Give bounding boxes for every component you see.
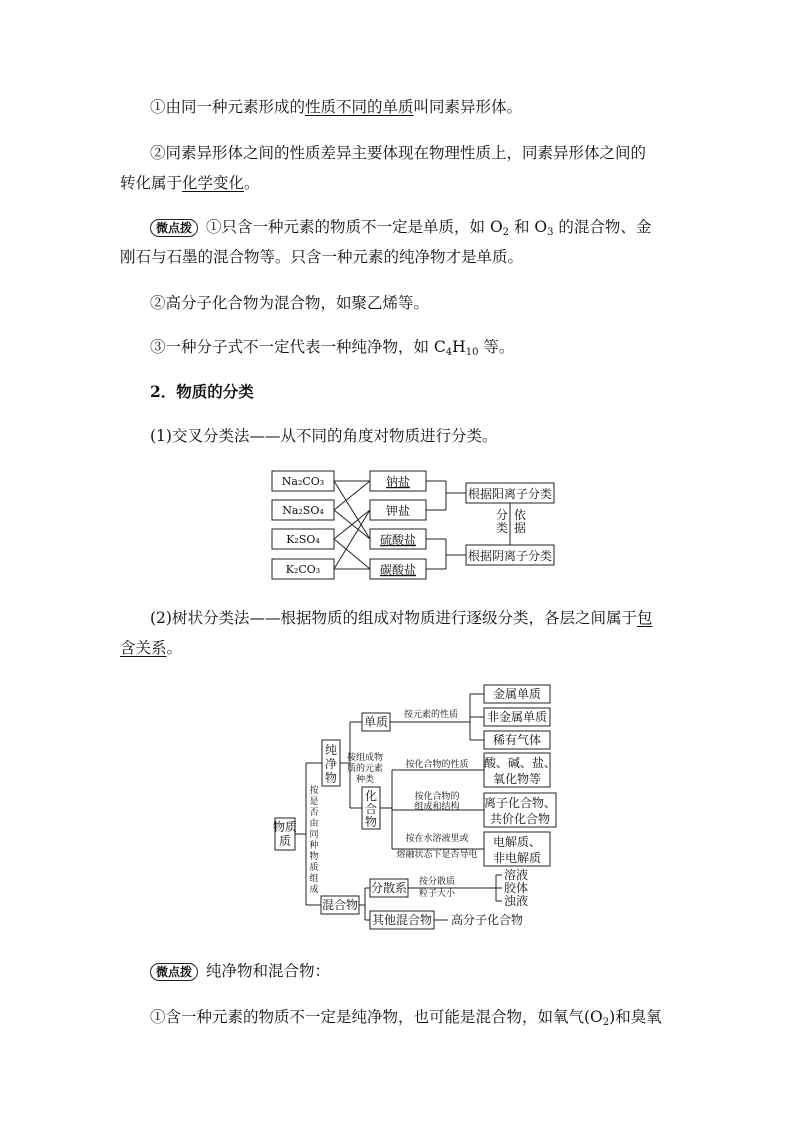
branch-note: 成	[309, 885, 319, 895]
branch-note: 组成和结构	[414, 802, 460, 812]
paragraph-allotrope-definition: ①由同一种元素形成的性质不同的单质叫同素异形体。	[150, 98, 523, 116]
branch-note: 质的元素	[346, 764, 384, 774]
branch-note: 按化合物的	[414, 792, 460, 802]
center-label: 分	[495, 508, 509, 522]
category-label: 钠盐	[385, 475, 411, 489]
compound-kind: 离子化合物、	[483, 796, 557, 810]
tip-paragraph-1-cont: 刚石与石墨的混合物等。只含一种元素的纯净物才是单质。	[120, 248, 524, 266]
tip-paragraph-2: 微点拨 纯净物和混合物：	[150, 960, 330, 982]
tree-compound: 化	[364, 789, 378, 803]
category-label: 碳酸盐	[379, 563, 417, 577]
compound-kind: 非电解质	[492, 851, 542, 865]
tree-compound: 合	[364, 802, 378, 816]
paragraph-polymer: ②高分子化合物为混合物，如聚乙烯等。	[150, 294, 430, 312]
underlined-term: 性质不同的单质	[305, 98, 414, 116]
tree-dispersion: 分散系	[370, 881, 408, 895]
branch-note: 同	[309, 830, 319, 840]
compound-kind: 酸、碱、盐、	[483, 756, 557, 770]
element-kind: 非金属单质	[486, 710, 548, 724]
category-label: 硫酸盐	[379, 533, 417, 547]
tree-pure: 物	[324, 771, 338, 785]
tree-classification-intro-cont: 含关系。	[120, 639, 183, 657]
tree-mixture: 混合物	[321, 898, 359, 912]
compound-kind: 共价化合物	[489, 812, 551, 826]
compound-kind: 电解质、	[492, 835, 542, 849]
branch-note: 按	[309, 786, 319, 796]
cross-classification-title: (1)交叉分类法——从不同的角度对物质进行分类。	[150, 427, 498, 445]
center-label: 依	[513, 508, 527, 522]
branch-note: 种类	[355, 775, 375, 785]
center-label: 类	[495, 521, 509, 535]
cross-classification-diagram	[0, 465, 794, 585]
branch-note: 种	[309, 841, 319, 851]
basis-label: 根据阳离子分类	[467, 487, 553, 501]
tree-root: 质	[278, 834, 292, 848]
underlined-term: 含关系	[120, 639, 167, 657]
salt-label: K₂SO₄	[286, 533, 320, 546]
tree-element: 单质	[363, 715, 389, 729]
other-kind: 高分子化合物	[451, 913, 524, 927]
branch-note: 否	[309, 808, 319, 818]
section-heading: 2．物质的分类	[150, 382, 254, 401]
branch-note: 按分散质	[418, 877, 456, 887]
tree-pure: 净	[324, 757, 338, 771]
tree-compound: 物	[364, 815, 378, 829]
salt-label: Na₂SO₄	[282, 504, 324, 517]
branch-note: 按元素的性质	[403, 710, 459, 720]
tree-classification-intro: (2)树状分类法——根据物质的组成对物质进行逐级分类，各层之间属于包	[150, 609, 653, 627]
paragraph-formula: ③一种分子式不一定代表一种纯净物，如 $C_4H_{10}$ 等。	[150, 338, 515, 358]
branch-note: 组	[309, 874, 319, 884]
branch-note: 按在水溶液里或	[405, 834, 469, 844]
underlined-term: 包	[636, 609, 653, 627]
tree-root: 物质	[272, 820, 298, 834]
branch-note: 按组成物	[346, 753, 384, 763]
basis-label: 根据阴离子分类	[467, 549, 553, 563]
element-kind: 稀有气体	[492, 733, 542, 747]
branch-note: 物	[309, 852, 319, 862]
salt-label: Na₂CO₃	[281, 475, 325, 488]
tip-badge: 微点拨	[150, 963, 198, 981]
paragraph-allotrope-differences: ②同素异形体之间的性质差异主要体现在物理性质上，同素异形体之间的	[150, 144, 647, 162]
tip-badge: 微点拨	[150, 219, 198, 237]
branch-note: 熔融状态下是否导电	[396, 850, 478, 860]
compound-kind: 氧化物等	[492, 772, 542, 786]
category-label: 钾盐	[385, 504, 411, 518]
branch-note: 质	[309, 863, 319, 873]
branch-note: 按化合物的性质	[405, 760, 469, 770]
branch-note: 是	[309, 797, 319, 807]
tip-paragraph-1: 微点拨 ①只含一种元素的物质不一定是单质，如 $O_2$ 和 $O_3$ 的混合物、金	[150, 216, 651, 238]
center-label: 据	[513, 521, 527, 535]
salt-label: K₂CO₃	[285, 563, 321, 576]
branch-note: 由	[309, 819, 319, 829]
tree-classification-diagram	[0, 680, 794, 930]
underlined-term: 化学变化	[182, 174, 245, 192]
element-kind: 金属单质	[492, 687, 542, 701]
dispersion-kind: 胶体	[504, 881, 529, 895]
tree-pure: 纯	[324, 743, 338, 757]
dispersion-kind: 浊液	[504, 894, 529, 908]
paragraph-single-element-mixture: ①含一种元素的物质不一定是纯净物，也可能是混合物，如氧气$(O_2)$和臭氧	[150, 1008, 662, 1028]
branch-note: 粒子大小	[418, 889, 456, 899]
paragraph-allotrope-transform: 转化属于化学变化。	[120, 174, 260, 192]
dispersion-kind: 溶液	[504, 868, 529, 882]
tree-other-mixture: 其他混合物	[371, 913, 433, 927]
